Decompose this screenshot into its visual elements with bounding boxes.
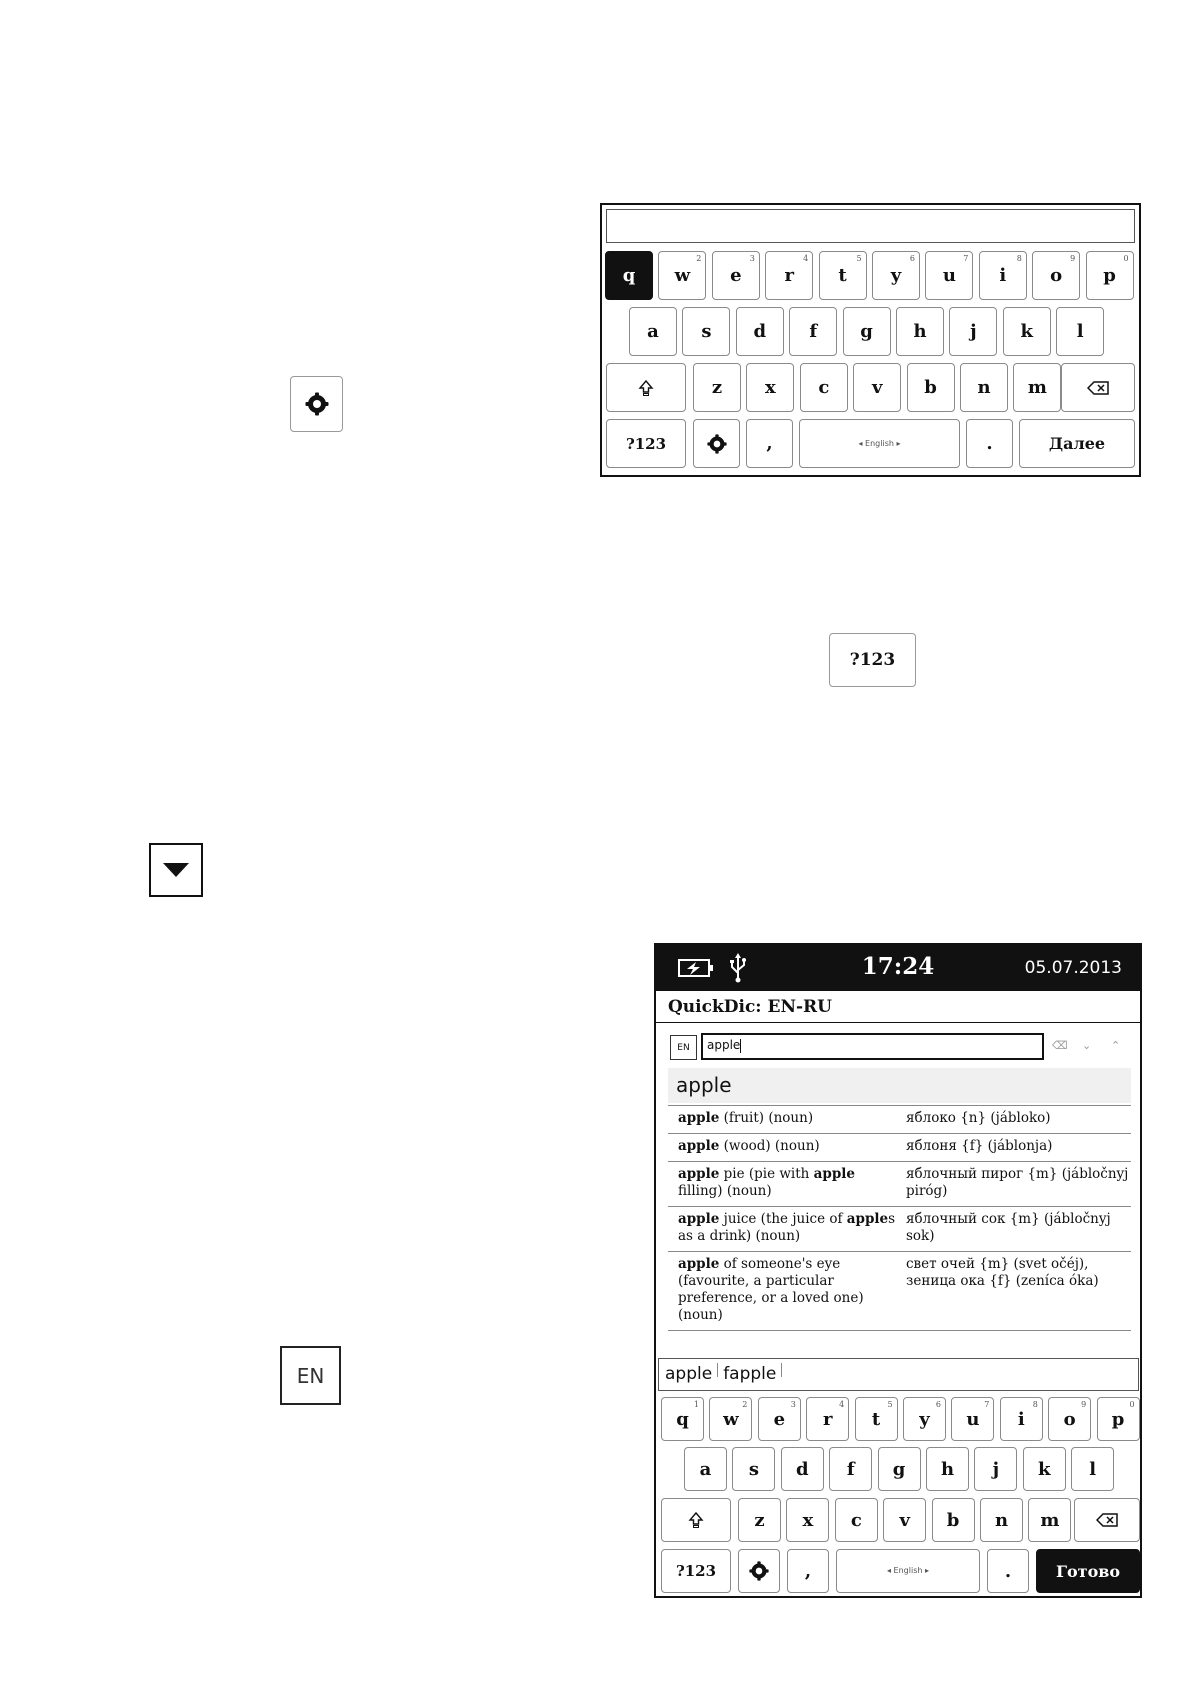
key-label: r xyxy=(784,265,794,286)
key-p[interactable] xyxy=(1086,251,1134,300)
entry-translation: яблочный сок {m} (jábločnyj sok) xyxy=(906,1211,1111,1244)
key-w[interactable] xyxy=(658,251,706,300)
key-label: a xyxy=(647,321,659,342)
key-x[interactable] xyxy=(786,1498,829,1542)
key-label: , xyxy=(804,1560,812,1582)
entry-translation: яблочный пирог {m} (jábločnyj piróg) xyxy=(906,1166,1129,1199)
key-hint: 8 xyxy=(1016,254,1022,263)
key-f[interactable] xyxy=(829,1447,872,1491)
key-z[interactable] xyxy=(738,1498,781,1542)
key-p[interactable] xyxy=(1097,1397,1140,1441)
key-label: ?123 xyxy=(625,434,667,453)
suggestion-separator xyxy=(717,1363,718,1377)
status-time: 17:24 xyxy=(861,953,935,980)
key-c[interactable] xyxy=(800,363,848,412)
dictionary-row[interactable] xyxy=(668,1105,1131,1133)
enter-key[interactable] xyxy=(1036,1549,1140,1593)
device-screen xyxy=(654,943,1142,1598)
shift-key[interactable] xyxy=(661,1498,731,1542)
key-label: f xyxy=(809,321,818,342)
key-d[interactable] xyxy=(781,1447,824,1491)
key-label: o xyxy=(1063,1408,1076,1430)
key-hint: 5 xyxy=(856,254,862,263)
entry-headword: apple xyxy=(678,1110,720,1126)
settings-button[interactable] xyxy=(290,376,343,432)
keyboard-input-field[interactable] xyxy=(606,209,1135,243)
key-h[interactable] xyxy=(896,307,944,356)
key-label: Готово xyxy=(1055,1561,1121,1581)
key-label: t xyxy=(871,1408,881,1430)
dictionary-entries xyxy=(668,1105,1131,1331)
key-label: h xyxy=(940,1458,955,1480)
key-k[interactable] xyxy=(1003,307,1051,356)
key-hint: 7 xyxy=(963,254,969,263)
key-y[interactable] xyxy=(903,1397,946,1441)
key-label: y xyxy=(890,265,902,286)
backspace-icon xyxy=(1096,1513,1118,1527)
key-label: r xyxy=(822,1408,833,1430)
key-t[interactable] xyxy=(819,251,867,300)
key-label: b xyxy=(946,1509,960,1531)
key-b[interactable] xyxy=(907,363,955,412)
key-l[interactable] xyxy=(1056,307,1104,356)
key-label: m xyxy=(1040,1509,1060,1531)
key-hint: 0 xyxy=(1129,1400,1135,1409)
key-label: c xyxy=(818,377,830,398)
key-a[interactable] xyxy=(684,1447,727,1491)
key-label: i xyxy=(1017,1408,1025,1430)
space-language-label: ◂ English ▸ xyxy=(858,438,901,448)
key-f[interactable] xyxy=(789,307,837,356)
key-hint: 6 xyxy=(909,254,915,263)
suggestion-bar xyxy=(658,1358,1139,1391)
key-label: f xyxy=(846,1458,855,1480)
key-label: p xyxy=(1103,265,1116,286)
language-toggle[interactable]: EN xyxy=(670,1035,697,1060)
key-label: k xyxy=(1038,1458,1051,1480)
key-hint: 1 xyxy=(693,1400,699,1409)
symbols-button-label: ?123 xyxy=(849,650,896,670)
key-hint: 3 xyxy=(790,1400,796,1409)
key-a[interactable] xyxy=(629,307,677,356)
language-button-label: EN xyxy=(296,1363,325,1388)
entry-english xyxy=(668,1110,900,1127)
key-r[interactable] xyxy=(806,1397,849,1441)
symbols-key[interactable] xyxy=(661,1549,731,1593)
key-u[interactable] xyxy=(951,1397,994,1441)
key-e[interactable] xyxy=(758,1397,801,1441)
key-label: , xyxy=(766,433,773,454)
key-label: u xyxy=(966,1408,980,1430)
title-divider xyxy=(656,1022,1140,1023)
key-label: h xyxy=(913,321,927,342)
suggestion-item[interactable]: apple xyxy=(665,1364,713,1384)
gear-icon xyxy=(707,434,727,454)
key-hint: 8 xyxy=(1032,1400,1038,1409)
key-i[interactable] xyxy=(979,251,1027,300)
suggestion-item[interactable]: fapple xyxy=(723,1364,777,1384)
key-label: . xyxy=(1004,1560,1012,1582)
key-hint: 5 xyxy=(887,1400,893,1409)
backspace-icon xyxy=(1087,381,1109,395)
entry-translation: яблоня {f} (jáblonja) xyxy=(906,1138,1053,1154)
key-label: w xyxy=(674,265,691,286)
key-label: s xyxy=(701,321,712,342)
gear-icon xyxy=(749,1561,769,1581)
key-label: n xyxy=(994,1509,1009,1531)
key-label: q xyxy=(676,1408,689,1430)
key-u[interactable] xyxy=(925,251,973,300)
key-label: x xyxy=(802,1509,814,1531)
key-k[interactable] xyxy=(1023,1447,1066,1491)
key-c[interactable] xyxy=(835,1498,878,1542)
key-l[interactable] xyxy=(1071,1447,1114,1491)
key-y[interactable] xyxy=(872,251,920,300)
comma-key[interactable] xyxy=(787,1549,829,1593)
entry-english: apple pie (pie with apple filling) (noun) xyxy=(678,1166,856,1199)
search-value: apple xyxy=(707,1038,741,1052)
key-label: e xyxy=(730,265,742,286)
key-label: g xyxy=(860,321,873,342)
entry-translation: свет очей {m} (svet očéj), зеница ока {f} (zeníca óka) xyxy=(906,1256,1099,1289)
key-label: z xyxy=(711,377,723,398)
symbols-button[interactable] xyxy=(829,633,916,687)
key-hint: 6 xyxy=(935,1400,941,1409)
key-m[interactable] xyxy=(1028,1498,1071,1542)
key-label: u xyxy=(942,265,956,286)
key-j[interactable] xyxy=(949,307,997,356)
app-title: QuickDic: EN-RU xyxy=(668,997,833,1017)
key-hint: 9 xyxy=(1081,1400,1087,1409)
key-n[interactable] xyxy=(960,363,1008,412)
key-q[interactable] xyxy=(605,251,653,300)
chevron-down-icon[interactable]: ⌄ xyxy=(1082,1039,1092,1052)
shift-icon xyxy=(688,1511,704,1529)
list-end-divider xyxy=(668,1330,1131,1331)
key-hint: 4 xyxy=(803,254,809,263)
key-hint: 4 xyxy=(839,1400,845,1409)
dropdown-button[interactable] xyxy=(149,843,203,897)
gear-icon xyxy=(305,392,329,416)
key-label: k xyxy=(1020,321,1034,342)
key-h[interactable] xyxy=(926,1447,969,1491)
chevron-up-icon[interactable]: ⌃ xyxy=(1111,1039,1121,1052)
key-g[interactable] xyxy=(878,1447,921,1491)
key-o[interactable] xyxy=(1048,1397,1091,1441)
headword: apple xyxy=(668,1068,1131,1103)
search-input[interactable] xyxy=(701,1033,1044,1060)
space-key[interactable] xyxy=(836,1549,980,1593)
key-o[interactable] xyxy=(1032,251,1080,300)
period-key[interactable] xyxy=(966,419,1013,468)
key-label: ?123 xyxy=(675,1562,717,1580)
triangle-down-icon xyxy=(161,860,191,880)
key-label: t xyxy=(838,265,847,286)
language-button[interactable] xyxy=(280,1346,341,1405)
dictionary-row[interactable] xyxy=(668,1206,1131,1251)
key-label: j xyxy=(970,321,977,342)
entry-headword: apple xyxy=(678,1138,720,1154)
key-label: y xyxy=(919,1408,930,1430)
key-e[interactable] xyxy=(712,251,760,300)
text-caret xyxy=(740,1039,741,1053)
backspace-key[interactable] xyxy=(1061,363,1135,412)
key-label: w xyxy=(723,1408,739,1430)
key-label: i xyxy=(999,265,1007,286)
key-z[interactable] xyxy=(693,363,741,412)
key-v[interactable] xyxy=(883,1498,926,1542)
key-hint: 7 xyxy=(984,1400,990,1409)
status-bar xyxy=(656,945,1140,991)
key-label: s xyxy=(748,1458,759,1480)
entry-gloss: (fruit) (noun) xyxy=(719,1110,814,1126)
key-hint: 0 xyxy=(1123,254,1129,263)
dictionary-row[interactable] xyxy=(668,1161,1131,1206)
key-b[interactable] xyxy=(932,1498,975,1542)
key-label: o xyxy=(1050,265,1063,286)
key-label: v xyxy=(899,1509,910,1531)
key-hint: 9 xyxy=(1070,254,1076,263)
key-label: d xyxy=(796,1458,809,1480)
key-label: c xyxy=(850,1509,862,1531)
symbols-key[interactable] xyxy=(606,419,686,468)
dictionary-row[interactable] xyxy=(668,1133,1131,1161)
entry-gloss: (wood) (noun) xyxy=(719,1138,820,1154)
key-v[interactable] xyxy=(853,363,901,412)
key-label: x xyxy=(765,377,776,398)
key-hint: 2 xyxy=(696,254,702,263)
key-label: g xyxy=(892,1458,906,1480)
entry-english: apple juice (the juice of apples as a drink) (noun) xyxy=(678,1211,896,1244)
key-label: l xyxy=(1076,321,1084,342)
key-s[interactable] xyxy=(682,307,730,356)
key-r[interactable] xyxy=(765,251,813,300)
key-g[interactable] xyxy=(843,307,891,356)
key-label: n xyxy=(977,377,991,398)
enter-key[interactable] xyxy=(1019,419,1135,468)
suggestion-separator xyxy=(781,1363,782,1377)
key-w[interactable] xyxy=(709,1397,752,1441)
keyboard-top xyxy=(600,203,1141,477)
key-label: q xyxy=(622,265,636,286)
shift-key[interactable] xyxy=(606,363,686,412)
key-d[interactable] xyxy=(736,307,784,356)
key-n[interactable] xyxy=(980,1498,1023,1542)
key-label: l xyxy=(1089,1458,1097,1480)
key-hint: 3 xyxy=(749,254,755,263)
key-label: d xyxy=(753,321,767,342)
key-i[interactable] xyxy=(1000,1397,1043,1441)
key-x[interactable] xyxy=(746,363,794,412)
space-language-label: ◂ English ▸ xyxy=(886,1566,929,1575)
space-key[interactable] xyxy=(799,419,960,468)
key-q[interactable] xyxy=(661,1397,704,1441)
key-s[interactable] xyxy=(732,1447,775,1491)
key-label: p xyxy=(1111,1408,1125,1430)
key-label: v xyxy=(871,377,883,398)
period-key[interactable] xyxy=(987,1549,1029,1593)
key-label: j xyxy=(992,1458,1000,1480)
entry-english: apple of someone's eye (favourite, a particular preference, or a loved one) (noun) xyxy=(678,1256,864,1323)
key-label: . xyxy=(986,433,993,454)
settings-key[interactable] xyxy=(693,419,740,468)
key-label: z xyxy=(754,1509,765,1531)
entry-translation: яблоко {n} (jábloko) xyxy=(906,1110,1051,1126)
entry-english xyxy=(668,1138,900,1155)
settings-key[interactable] xyxy=(738,1549,780,1593)
key-m[interactable] xyxy=(1013,363,1061,412)
key-label: Далее xyxy=(1048,434,1106,453)
comma-key[interactable] xyxy=(746,419,793,468)
key-t[interactable] xyxy=(855,1397,898,1441)
key-hint: 2 xyxy=(742,1400,748,1409)
status-date: 05.07.2013 xyxy=(1024,958,1122,978)
key-label: b xyxy=(924,377,937,398)
shift-icon xyxy=(638,379,654,397)
key-label: e xyxy=(773,1408,786,1430)
key-label: a xyxy=(699,1458,712,1480)
dictionary-row[interactable] xyxy=(668,1251,1131,1330)
key-label: m xyxy=(1027,377,1047,398)
key-j[interactable] xyxy=(974,1447,1017,1491)
backspace-key[interactable] xyxy=(1074,1498,1140,1542)
clear-search-icon[interactable]: ⌫ xyxy=(1052,1039,1068,1052)
